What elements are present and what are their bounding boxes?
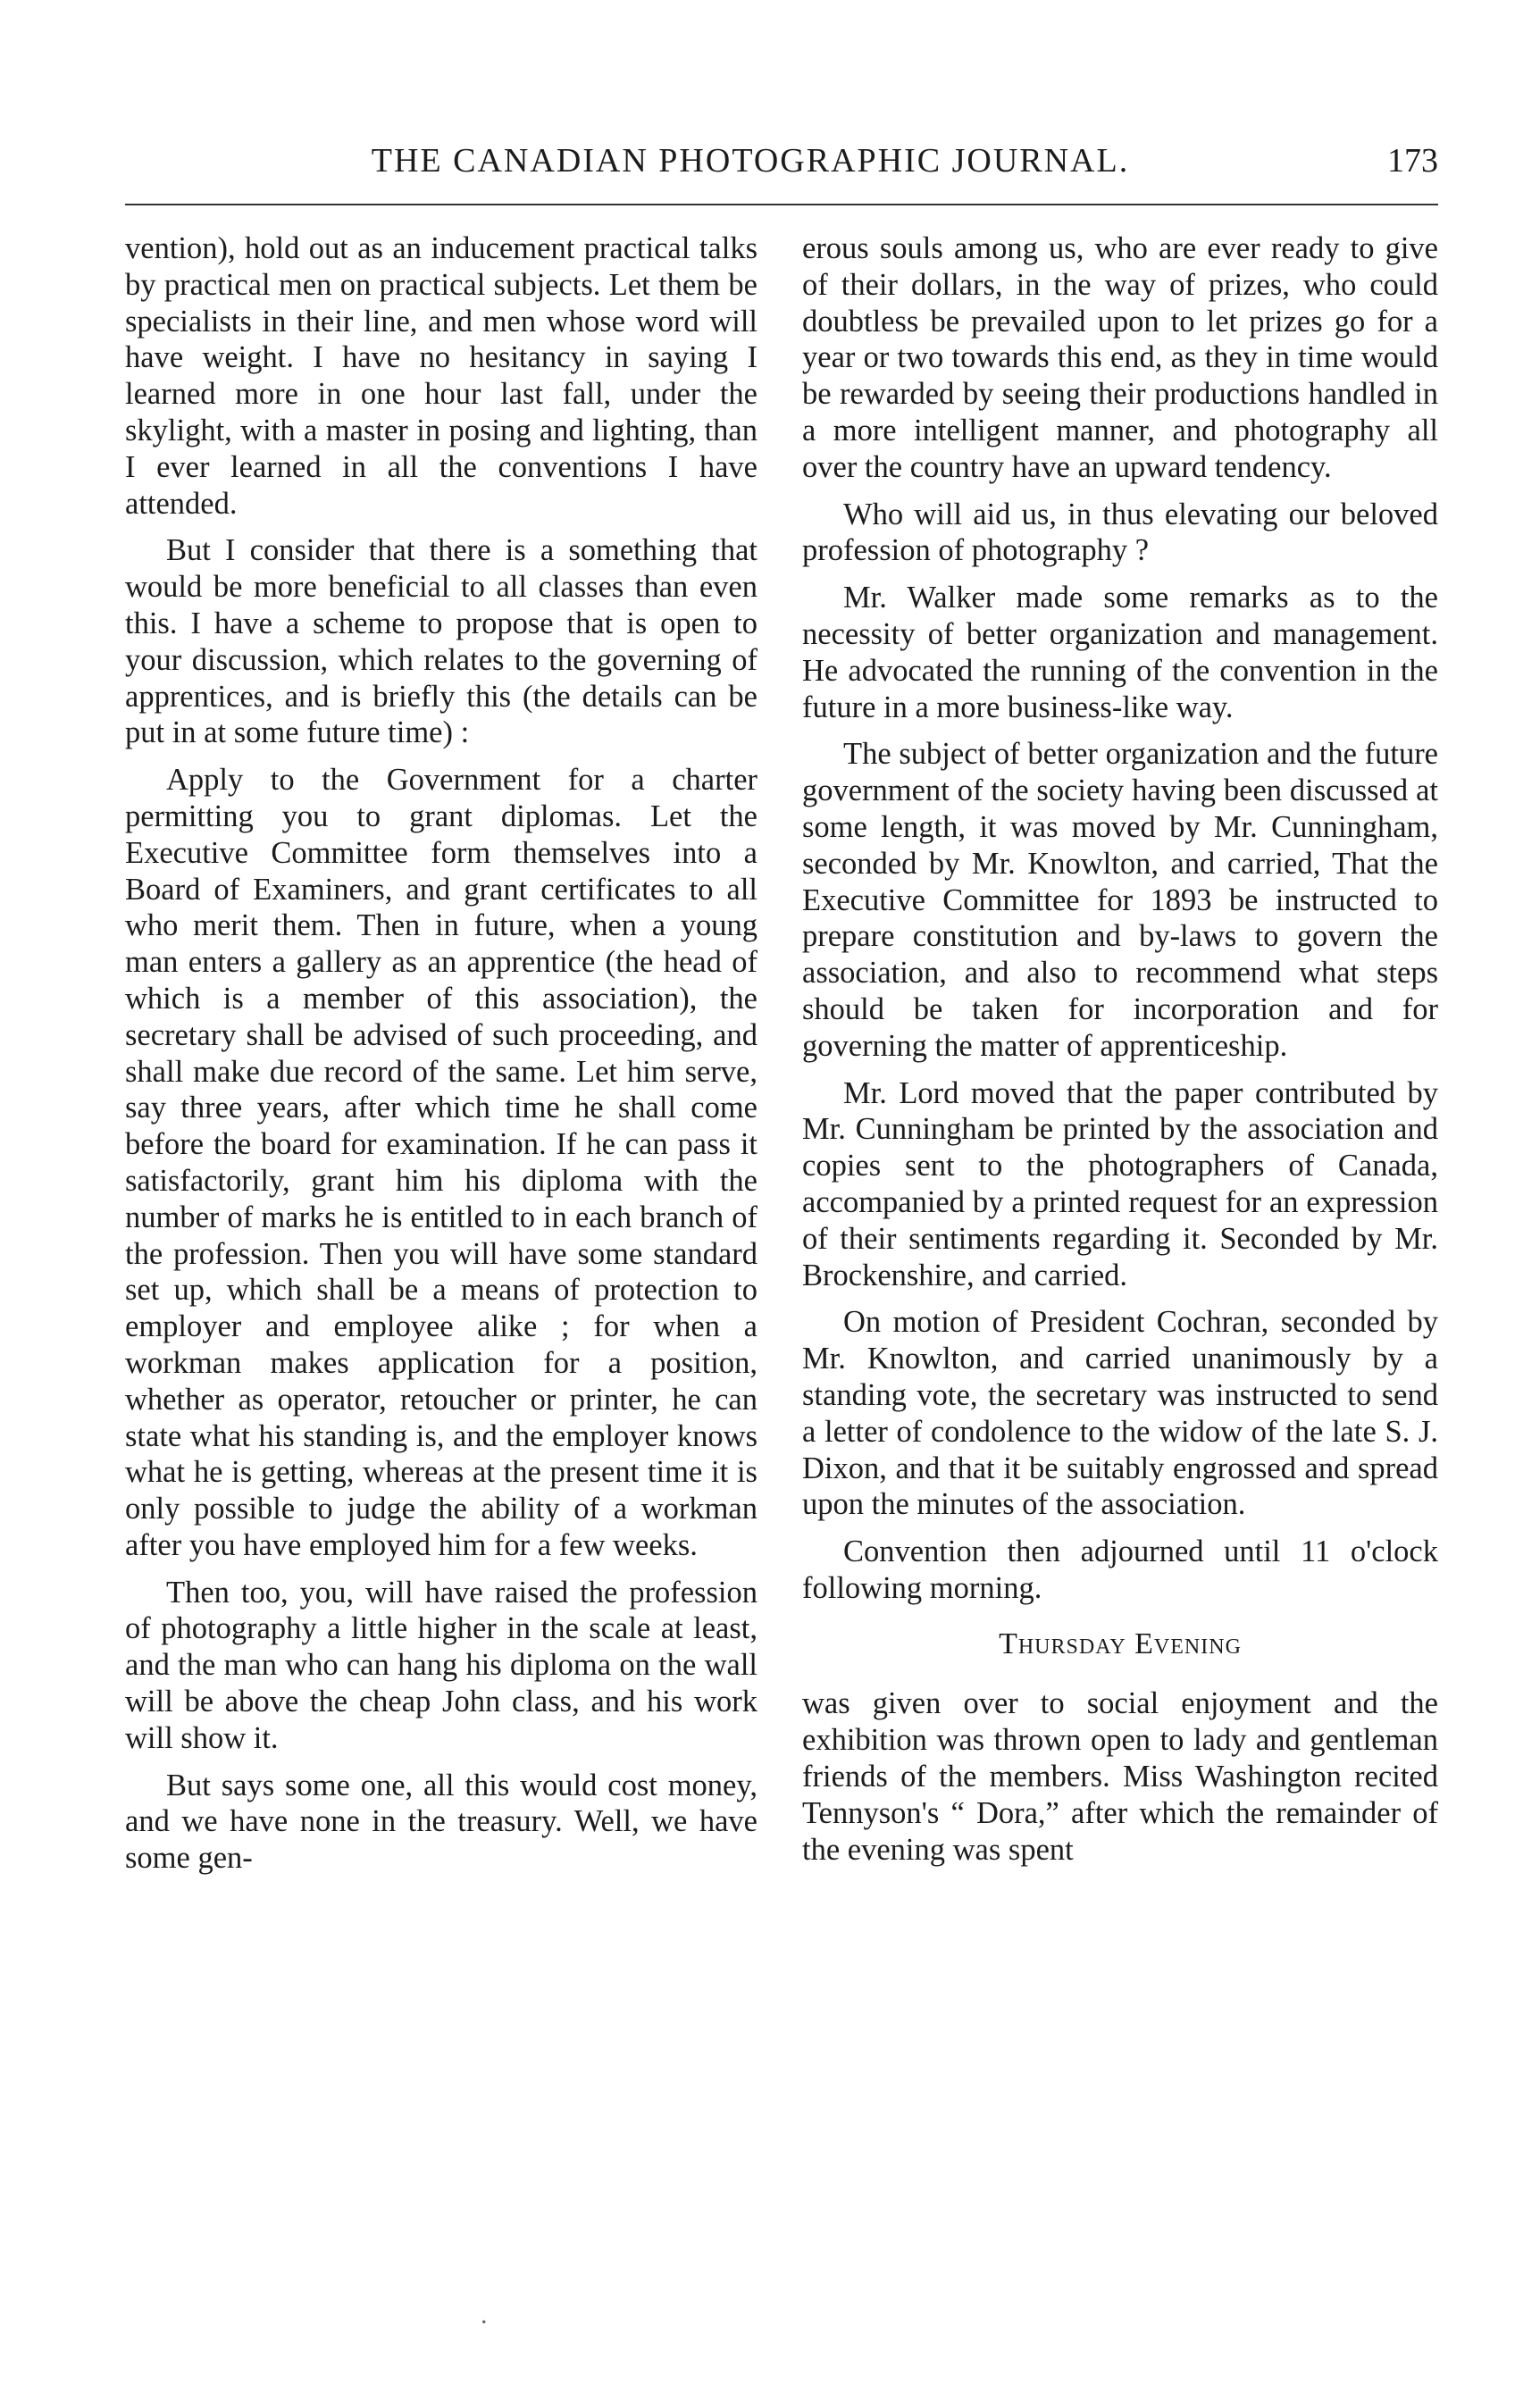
journal-title: THE CANADIAN PHOTOGRAPHIC JOURNAL. — [371, 142, 1130, 180]
paragraph: Then too, you, will have raised the profession of photography a little higher in the scale at least, and the man who can hang his diploma on the wall will be above the cheap John class, and his work will show it. — [125, 1575, 757, 1755]
paragraph: On motion of President Cochran, seconded by Mr. Knowlton, and carried unanimously by a standing vote, the secretary was instructed to send a letter of condolence to the widow of the late S. J. Dixon, and that it be suitably engrossed and spread upon the minutes of the association. — [802, 1305, 1438, 1522]
page-number: 173 — [1387, 142, 1438, 180]
paragraph: Mr. Walker made some remarks as to the necessity of better organization and management. He advocated the running of the convention in the future in a more business-like way. — [802, 581, 1438, 724]
paragraph: But I consider that there is a something that would be more beneficial to all classes than even this. I have a scheme to propose that is open to your discussion, which relates to the governing of apprentices, and is briefly this (the details can be put in at some future time) : — [125, 533, 757, 750]
paragraph: vention), hold out as an inducement practical talks by practical men on practical subjects. Let them be specialists in their line, and men whose word will have weight. I have no hesitancy in saying I learned more in one hour last fall, under the skylight, with a master in posing and lighting, than I ever learned in all the conventions I have attended. — [125, 231, 757, 521]
paragraph: was given over to social enjoyment and the exhibition was thrown open to lady and gentleman friends of the members. Miss Washington recited Tennyson's “ Dora,” after which the remainder of the evening was spent — [802, 1686, 1438, 1867]
paragraph: Apply to the Government for a charter permitting you to grant diplomas. Let the Executive Committee form themselves into a Board of Examiners, and grant certificates to all who merit them. Then in future, when a young man enters a gallery as an apprentice (the head of which is a member of this association), the secretary shall be advised of such proceeding, and shall make due record of the same. Let him serve, say three years, after which time he shall come before the board for examination. If he can pass it satisfactorily, grant him his diploma with the number of marks he is entitled to in each branch of the profession. Then you will have some standard set up, which shall be a means of protection to employer and employee alike ; for when a workman makes application for a position, whether as operator, retoucher or printer, he can state what his standing is, and the employer knows what he is getting, whereas at the present time it is only possible to judge the ability of a workman after you have employed him for a few weeks. — [125, 763, 757, 1562]
paragraph: The subject of better organization and the future government of the society having been discussed at some length, it was moved by Mr. Cunningham, seconded by Mr. Knowlton, and carried, That the Executive Committee for 1893 be instructed to prepare constitution and by-laws to govern the association, and also to recommend what steps should be taken for incorporation and for governing the matter of apprenticeship. — [802, 737, 1438, 1063]
left-column — [125, 230, 757, 1887]
page-mark: . — [481, 2300, 488, 2329]
header-rule — [125, 204, 1438, 205]
right-column — [802, 230, 1438, 1878]
paragraph: Mr. Lord moved that the paper contributed by Mr. Cunningham be printed by the association and copies sent to the photographers of Canada, accompanied by a printed request for an expression of their sentiments regarding it. Seconded by Mr. Brockenshire, and carried. — [802, 1075, 1438, 1292]
paragraph: Convention then adjourned until 11 o'clock following morning. — [802, 1534, 1438, 1605]
paragraph: erous souls among us, who are ever ready to give of their dollars, in the way of prizes, who could doubtless be prevailed upon to let prizes go for a year or two towards this end, as they in time would be rewarded by seeing their productions handled in a more intelligent manner, and photography all over the country have an upward tendency. — [802, 231, 1438, 484]
section-heading: Thursday Evening — [999, 1626, 1242, 1660]
paragraph: But says some one, all this would cost money, and we have none in the treasury. Well, we have some gen- — [125, 1768, 757, 1876]
running-header — [125, 134, 1438, 188]
paragraph: Who will aid us, in thus elevating our beloved profession of photography ? — [802, 497, 1438, 568]
